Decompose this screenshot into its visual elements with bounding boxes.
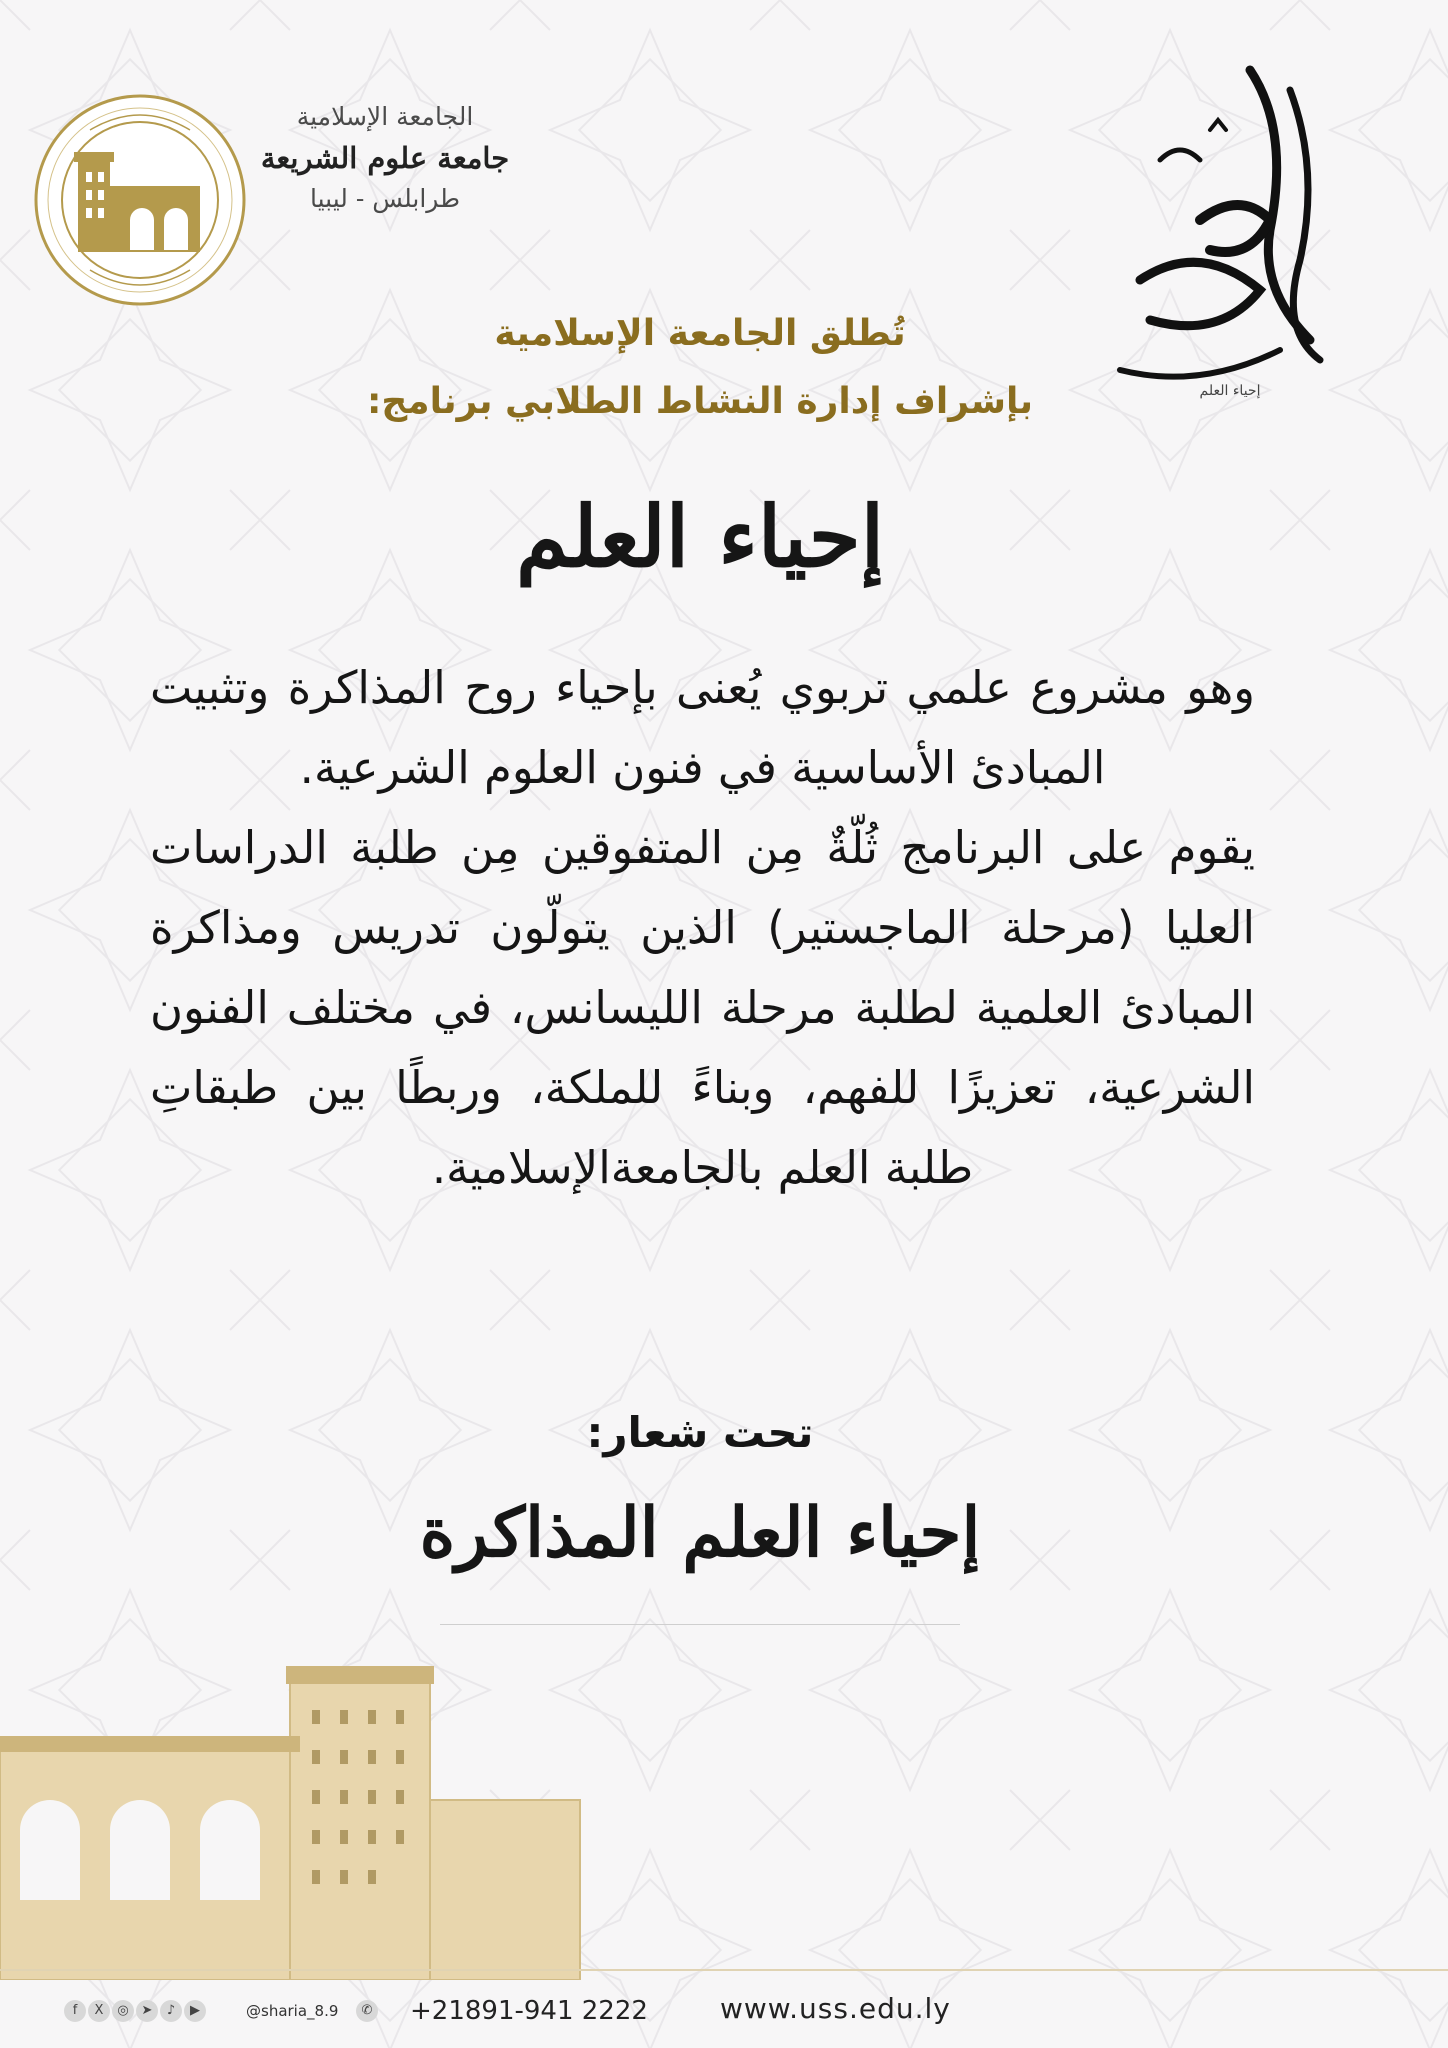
body-text [150,648,1255,1208]
slogan-label: تحت شعار: [586,1408,814,1457]
emblem-caption: إحياء العلم [1199,383,1261,399]
x-twitter-icon[interactable]: X [88,2000,110,2022]
phone-number[interactable]: +21891-941 2222 [410,1996,648,2026]
youtube-icon[interactable]: ▶ [184,2000,206,2022]
calligraphy-emblem [1100,40,1360,400]
website-link[interactable]: www.uss.edu.ly [720,1992,951,2025]
university-building-illustration [0,1640,1448,1980]
calligraphy-strokes [1100,40,1360,400]
tiktok-icon[interactable]: ♪ [160,2000,182,2022]
body-paragraph-1: وهو مشروع علمي تربوي يُعنى بإحياء روح المذاكرة وتثبيت المبادئ الأساسية في فنون العلوم الشرعية. [150,661,1255,794]
body-paragraph-2: يقوم على البرنامج ثُلّةٌ مِن المتفوقين مِن طلبة الدراسات العليا (مرحلة الماجستير) الذين يتولّون تدريس ومذاكرة المبادئ العلمية لطلبة مرحلة الليسانس، في مختلف الفنون الشرعية، تعزيزًا للفهم، وبناءً للملكة، وربطًا بين طبقاتِ طلبة العلم بالجامعةالإسلامية. [150,821,1255,1194]
university-name-block [255,98,515,218]
footer [0,1990,1448,2040]
program-title: إحياء العلم [515,487,885,586]
telegram-icon[interactable]: ➤ [136,2000,158,2022]
facebook-icon[interactable]: f [64,2000,86,2022]
slogan-calligraphy: إحياء العلم المذاكرة [419,1493,981,1573]
instagram-icon[interactable]: ◎ [112,2000,134,2022]
intro-line-1: تُطلق الجامعة الإسلامية [494,313,906,354]
intro-line-2: بإشراف إدارة النشاط الطلابي برنامج: [366,381,1034,422]
university-seal-logo [30,90,250,310]
whatsapp-icon[interactable]: ✆ [356,2000,378,2022]
university-line-1: الجامعة الإسلامية [296,102,474,131]
slogan-divider [440,1624,960,1625]
social-handle[interactable]: @sharia_8.9 [246,2002,339,2020]
university-location: طرابلس - ليبيا [310,184,460,213]
university-line-2: جامعة علوم الشريعة [260,141,510,175]
intro-block [300,300,1100,436]
